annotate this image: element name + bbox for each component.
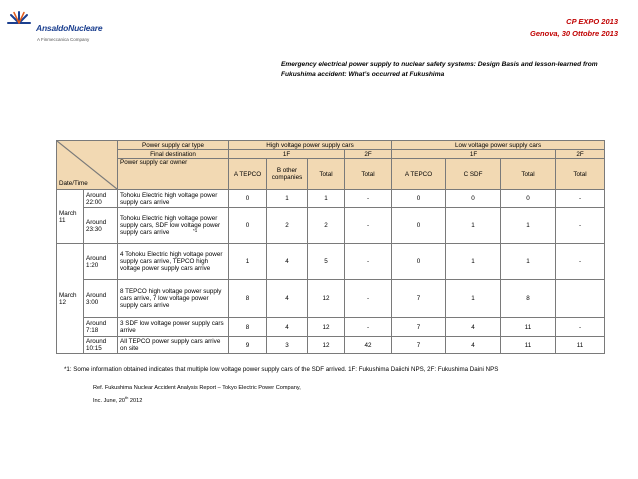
value-cell: 0 xyxy=(229,208,267,244)
value-cell: 7 xyxy=(392,337,446,354)
value-cell: 12 xyxy=(308,318,345,337)
value-cell: 0 xyxy=(501,190,556,208)
value-cell: - xyxy=(345,244,392,280)
value-cell: - xyxy=(345,318,392,337)
date-time-header xyxy=(57,141,118,190)
value-cell: 2 xyxy=(308,208,345,244)
value-cell: 1 xyxy=(446,208,501,244)
reference-date-suffix: th xyxy=(125,395,129,400)
ansaldo-logo xyxy=(6,6,116,50)
header-hv-1f: 1F xyxy=(229,150,345,159)
table-footnote: *1: Some information obtained indicates that multiple low voltage power supply cars of the SDF arrived. 1F: Fukushima Daiichi NPS, 2F: Fukushima Daini NPS xyxy=(64,366,499,373)
logo-name: AnsaldoNucleare xyxy=(36,23,103,33)
date-time-label: Date/Time xyxy=(59,180,88,187)
header-hv-other: B other companies xyxy=(267,159,308,190)
table-row xyxy=(57,244,605,280)
reference-year: 2012 xyxy=(128,397,143,404)
logo-tagline: A Finmeccanica Company xyxy=(37,37,90,42)
value-cell: 4 xyxy=(267,244,308,280)
value-cell: 8 xyxy=(229,280,267,318)
value-cell: 1 xyxy=(501,244,556,280)
header-hv-2f: 2F xyxy=(345,150,392,159)
value-cell xyxy=(556,280,605,318)
header-lv-sdf: C SDF xyxy=(446,159,501,190)
table-row xyxy=(57,208,605,244)
value-cell: 11 xyxy=(501,337,556,354)
event-cell: 8 TEPCO high voltage power supply cars arrive, 7 low voltage power supply cars arrive xyxy=(118,280,229,318)
reference-date-prefix: Inc. June, 20 xyxy=(93,397,126,404)
value-cell: 1 xyxy=(308,190,345,208)
value-cell: 5 xyxy=(308,244,345,280)
header-hv-total-2f: Total xyxy=(345,159,392,190)
header-lv-1f: 1F xyxy=(392,150,556,159)
value-cell: 7 xyxy=(392,280,446,318)
header-lv-tepco: A TEPCO xyxy=(392,159,446,190)
header-hv-tepco: A TEPCO xyxy=(229,159,267,190)
value-cell: 1 xyxy=(446,280,501,318)
time-cell: Around 7:18 xyxy=(84,318,118,337)
reference xyxy=(93,384,301,406)
value-cell: - xyxy=(556,318,605,337)
power-supply-table xyxy=(56,140,605,354)
event-cell: 4 Tohoku Electric high voltage power supply cars arrive, TEPCO high voltage power supply cars arrive xyxy=(118,244,229,280)
value-cell: 0 xyxy=(392,190,446,208)
reference-line-1: Ref. Fukushima Nuclear Accident Analysis Report – Tokyo Electric Power Company, xyxy=(93,385,301,391)
value-cell: 9 xyxy=(229,337,267,354)
reference-line-2 xyxy=(93,393,301,406)
event-place-date: Genova, 30 Ottobre 2013 xyxy=(530,29,618,38)
event-cell: Tohoku Electric high voltage power supply cars arrive xyxy=(118,190,229,208)
value-cell: 1 xyxy=(267,190,308,208)
value-cell: 2 xyxy=(267,208,308,244)
value-cell: 0 xyxy=(446,190,501,208)
value-cell: 1 xyxy=(229,244,267,280)
ansaldo-burst-icon xyxy=(6,10,32,36)
header-low-voltage: Low voltage power supply cars xyxy=(392,141,605,150)
event-cell: Tohoku Electric high voltage power supply cars, SDF low voltage power supply cars arrive xyxy=(118,208,229,244)
value-cell: 12 xyxy=(308,280,345,318)
event-cell: 3 SDF low voltage power supply cars arrive xyxy=(118,318,229,337)
value-cell: 4 xyxy=(267,318,308,337)
header-hv-total-1f: Total xyxy=(308,159,345,190)
value-cell: 0 xyxy=(229,190,267,208)
time-cell: Around 10:15 xyxy=(84,337,118,354)
value-cell: - xyxy=(556,208,605,244)
event-cell: All TEPCO power supply cars arrive on site xyxy=(118,337,229,354)
value-cell: 4 xyxy=(446,337,501,354)
header-car-owner: Power supply car owner xyxy=(118,159,229,190)
value-cell: - xyxy=(556,244,605,280)
time-cell: Around 23:30 xyxy=(84,208,118,244)
value-cell: - xyxy=(345,208,392,244)
value-cell: - xyxy=(345,280,392,318)
value-cell: 0 xyxy=(392,244,446,280)
table-row xyxy=(57,318,605,337)
header-lv-2f: 2F xyxy=(556,150,605,159)
value-cell: - xyxy=(345,190,392,208)
table-row xyxy=(57,190,605,208)
header-high-voltage: High voltage power supply cars xyxy=(229,141,392,150)
value-cell: 42 xyxy=(345,337,392,354)
header-car-type: Power supply car type xyxy=(118,141,229,150)
value-cell: 7 xyxy=(392,318,446,337)
footnote-marker: *1 xyxy=(193,228,198,233)
table-row xyxy=(57,337,605,354)
value-cell: 0 xyxy=(392,208,446,244)
value-cell: - xyxy=(556,190,605,208)
value-cell: 1 xyxy=(501,208,556,244)
event-name: CP EXPO 2013 xyxy=(566,17,618,26)
value-cell: 12 xyxy=(308,337,345,354)
header-lv-total-2f: Total xyxy=(556,159,605,190)
value-cell: 4 xyxy=(267,280,308,318)
value-cell: 1 xyxy=(446,244,501,280)
value-cell: 11 xyxy=(556,337,605,354)
date-cell: March 11 xyxy=(57,190,84,244)
time-cell: Around 1:20 xyxy=(84,244,118,280)
header-lv-total-1f: Total xyxy=(501,159,556,190)
time-cell: Around 22:00 xyxy=(84,190,118,208)
value-cell: 4 xyxy=(446,318,501,337)
value-cell: 11 xyxy=(501,318,556,337)
value-cell: 3 xyxy=(267,337,308,354)
value-cell: 8 xyxy=(501,280,556,318)
value-cell: 8 xyxy=(229,318,267,337)
event-header xyxy=(530,16,618,40)
table-row xyxy=(57,280,605,318)
date-cell: March 12 xyxy=(57,244,84,354)
header-final-destination: Final destination xyxy=(118,150,229,159)
slide-title: Emergency electrical power supply to nuclear safety systems: Design Basis and lesson-learned from Fukushima accident: What’s occurred at Fukushima xyxy=(281,61,598,78)
time-cell: Around 3:00 xyxy=(84,280,118,318)
